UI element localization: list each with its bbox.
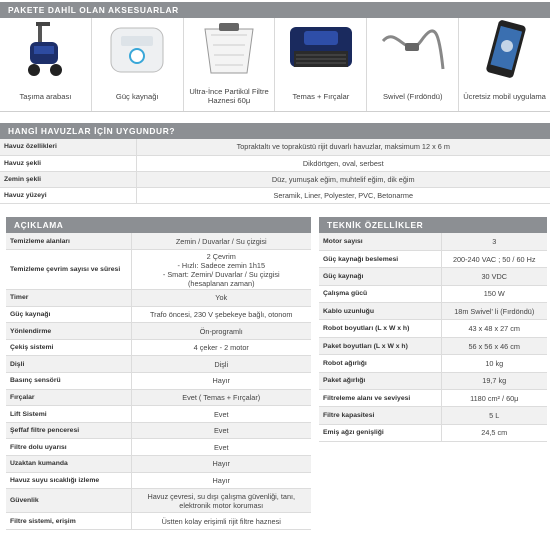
pool-suitability-header: HANGİ HAVUZLAR İÇİN UYGUNDUR?: [0, 123, 550, 139]
table-row: [0, 155, 550, 171]
table-row: [0, 171, 550, 187]
mobile-app-icon: [480, 20, 530, 80]
row-label: Fırçalar: [6, 389, 131, 406]
accessory-label: Swivel (Fırdöndü): [382, 91, 443, 101]
row-value: Hayır: [131, 472, 311, 489]
row-label: Emiş ağzı genişliği: [319, 424, 441, 441]
table-row: [319, 303, 547, 320]
row-label: Güç kaynağı beslemesi: [319, 250, 441, 267]
row-label: Çalışma gücü: [319, 285, 441, 302]
row-value: Hayır: [131, 373, 311, 390]
table-row: [6, 306, 311, 323]
row-value: Dikdörtgen, oval, serbest: [136, 155, 550, 171]
row-label: Güvenlik: [6, 489, 131, 513]
row-label: Filtre sistemi, erişim: [6, 513, 131, 530]
row-value: 4 çeker - 2 motor: [131, 339, 311, 356]
tech-specs-header: TEKNİK ÖZELLİKLER: [319, 217, 547, 233]
accessory-label: Ücretsiz mobil uygulama: [463, 91, 546, 101]
table-row: [319, 285, 547, 302]
row-label: Temizleme çevrim sayısı ve süresi: [6, 250, 131, 290]
row-value: Yok: [131, 290, 311, 307]
row-value: 150 W: [441, 285, 547, 302]
power-supply-icon: [107, 22, 167, 78]
table-row: [6, 233, 311, 250]
accessory-brushes: [275, 18, 367, 111]
table-row: [319, 424, 547, 441]
row-value: 30 VDC: [441, 268, 547, 285]
table-row: [319, 390, 547, 407]
row-label: Uzaktan kumanda: [6, 456, 131, 473]
trolley-icon: [20, 20, 70, 80]
row-label: Filtre dolu uyarısı: [6, 439, 131, 456]
table-row: [6, 373, 311, 390]
row-label: Filtreleme alanı ve seviyesi: [319, 390, 441, 407]
table-row: [6, 422, 311, 439]
row-value: 56 x 56 x 46 cm: [441, 337, 547, 354]
accessory-power-supply: [92, 18, 184, 111]
accessory-label: Güç kaynağı: [115, 91, 159, 101]
row-label: Havuz şekli: [0, 155, 136, 171]
row-value: Trafo öncesi, 230 V şebekeye bağlı, otonom: [131, 306, 311, 323]
table-row: [319, 250, 547, 267]
row-value: 10 kg: [441, 355, 547, 372]
row-label: Şeffaf filtre penceresi: [6, 422, 131, 439]
table-row: [6, 456, 311, 473]
table-row: [6, 513, 311, 530]
row-value: 3: [441, 233, 547, 250]
row-value: Evet: [131, 422, 311, 439]
row-value: 200-240 VAC ; 50 / 60 Hz: [441, 250, 547, 267]
table-row: [6, 339, 311, 356]
table-row: [6, 356, 311, 373]
row-label: Robot boyutları (L x W x h): [319, 320, 441, 337]
row-value: Dişli: [131, 356, 311, 373]
table-row: [0, 139, 550, 155]
tech-specs-section: [319, 217, 547, 442]
row-label: Kablo uzunluğu: [319, 303, 441, 320]
accessory-label: Taşıma arabası: [19, 91, 72, 101]
table-row: [6, 472, 311, 489]
row-label: Lift Sistemi: [6, 406, 131, 423]
row-label: Çekiş sistemi: [6, 339, 131, 356]
row-label: Motor sayısı: [319, 233, 441, 250]
row-value: 18m Swivel' li (Fırdöndü): [441, 303, 547, 320]
row-value: 1180 cm² / 60μ: [441, 390, 547, 407]
swivel-cable-icon: [377, 21, 449, 79]
row-label: Zemin şekli: [0, 171, 136, 187]
row-value: Evet ( Temas + Fırçalar): [131, 389, 311, 406]
row-label: Timer: [6, 290, 131, 307]
table-row: [319, 407, 547, 424]
accessories-header: PAKETE DAHİL OLAN AKSESUARLAR: [0, 2, 550, 18]
row-label: Havuz suyu sıcaklığı izleme: [6, 472, 131, 489]
row-label: Havuz yüzeyi: [0, 187, 136, 203]
table-row: [6, 439, 311, 456]
row-value: Düz, yumuşak eğim, muhtelif eğim, dik eğim: [136, 171, 550, 187]
table-row: [319, 268, 547, 285]
table-row: [6, 290, 311, 307]
row-label: Güç kaynağı: [319, 268, 441, 285]
row-label: Paket boyutları (L x W x h): [319, 337, 441, 354]
row-label: Yönlendirme: [6, 323, 131, 340]
description-section: [6, 217, 311, 530]
table-row: [6, 323, 311, 340]
brushes-icon: [284, 21, 358, 79]
row-value: Topraktaltı ve topraküstü rijit duvarlı havuzlar, maksimum 12 x 6 m: [136, 139, 550, 155]
row-value: 24,5 cm: [441, 424, 547, 441]
accessory-swivel: [367, 18, 459, 111]
accessory-mobile-app: [459, 18, 550, 111]
table-row: [319, 233, 547, 250]
table-row: [319, 355, 547, 372]
description-header: AÇIKLAMA: [6, 217, 311, 233]
row-value: 19,7 kg: [441, 372, 547, 389]
description-table: [6, 233, 311, 530]
row-label: Robot ağırlığı: [319, 355, 441, 372]
accessory-trolley: [0, 18, 92, 111]
filter-basket-icon: [197, 21, 261, 79]
table-row: [319, 320, 547, 337]
row-value: Havuz çevresi, su dışı çalışma güvenliği, tanı, elektronik motor koruması: [131, 489, 311, 513]
row-label: Dişli: [6, 356, 131, 373]
row-label: Filtre kapasitesi: [319, 407, 441, 424]
table-row: [319, 372, 547, 389]
table-row: [0, 187, 550, 203]
row-label: Paket ağırlığı: [319, 372, 441, 389]
row-value: Seramik, Liner, Polyester, PVC, Betonarme: [136, 187, 550, 203]
table-row: [6, 489, 311, 513]
row-value: 5 L: [441, 407, 547, 424]
row-value: 43 x 48 x 27 cm: [441, 320, 547, 337]
row-value: Evet: [131, 406, 311, 423]
accessories-section: [0, 2, 550, 112]
accessory-label: Ultra-İnce Partikül Filtre Haznesi 60μ: [189, 87, 269, 105]
table-row: [6, 389, 311, 406]
table-row: [6, 406, 311, 423]
row-label: Basınç sensörü: [6, 373, 131, 390]
row-value: 2 Çevrim - Hızlı: Sadece zemin 1h15 - Smart: Zemin/ Duvarlar / Su çizgisi (hesaplanan zaman): [131, 250, 311, 290]
table-row: [319, 337, 547, 354]
accessory-label: Temas + Fırçalar: [292, 91, 350, 101]
pool-suitability-table: [0, 139, 550, 204]
row-value: Üstten kolay erişimli rijit filtre haznesi: [131, 513, 311, 530]
accessories-row: [0, 18, 550, 112]
pool-suitability-section: [0, 123, 550, 204]
table-row: [6, 250, 311, 290]
row-label: Güç kaynağı: [6, 306, 131, 323]
row-value: Evet: [131, 439, 311, 456]
row-value: Hayır: [131, 456, 311, 473]
row-label: Havuz özellikleri: [0, 139, 136, 155]
accessory-filter-basket: [184, 18, 276, 111]
row-label: Temizleme alanları: [6, 233, 131, 250]
tech-specs-table: [319, 233, 547, 442]
row-value: Zemin / Duvarlar / Su çizgisi: [131, 233, 311, 250]
row-value: Ön-programlı: [131, 323, 311, 340]
